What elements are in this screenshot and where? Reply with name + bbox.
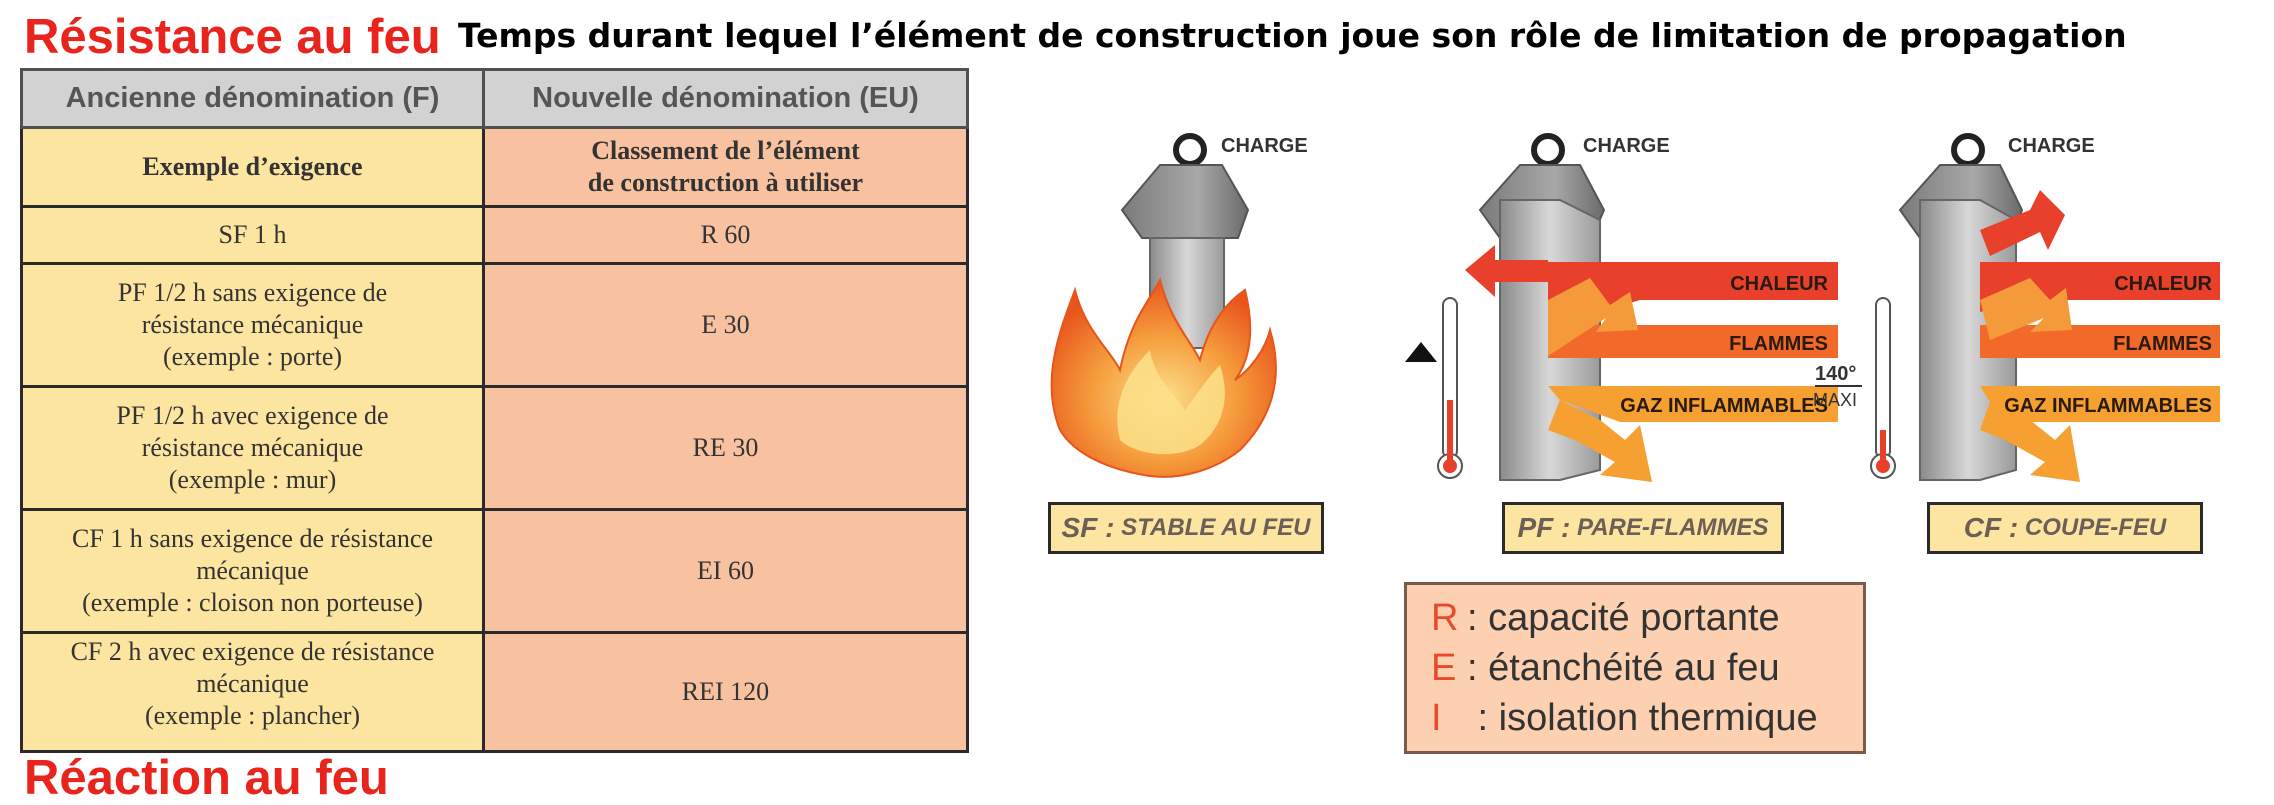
legend-row: I : isolation thermique	[1431, 697, 1818, 739]
panel-stable-au-feu	[1052, 135, 1308, 477]
classification-cell: EI 60	[484, 510, 968, 633]
label-stable-au-feu: SF : STABLE AU FEU	[1048, 502, 1324, 554]
flames-label: FLAMMES	[1729, 333, 1828, 355]
gas-label: GAZ INFLAMMABLES	[2004, 395, 2212, 417]
temperature-rise-icon	[1405, 342, 1437, 362]
flame-icon	[1052, 280, 1276, 477]
classification-header-line: de construction à utiliser	[587, 168, 864, 197]
panel-pare-flammes	[1405, 135, 1838, 482]
classification-header-line: Classement de l’élément	[591, 136, 860, 165]
requirement-line: mécanique	[196, 556, 309, 585]
classification-cell: E 30	[484, 264, 968, 387]
requirement-line: (exemple : plancher)	[144, 701, 361, 730]
classification-cell: REI 120	[484, 633, 968, 752]
temperature-value: 140°	[1815, 363, 1857, 385]
label-pare-flammes: PF : PARE-FLAMMES	[1502, 502, 1784, 554]
legend-box	[1404, 582, 1866, 754]
page-title: Résistance au feu	[24, 10, 441, 64]
requirement-line: (exemple : porte)	[162, 342, 343, 371]
column-header-new: Nouvelle dénomination (EU)	[484, 70, 968, 128]
heat-label: CHALEUR	[2114, 273, 2212, 295]
requirement-line: (exemple : cloison non porteuse)	[82, 588, 423, 617]
gas-label: GAZ INFLAMMABLES	[1620, 395, 1828, 417]
hook-icon	[1534, 136, 1562, 164]
requirement-line: (exemple : mur)	[168, 465, 337, 494]
next-section-heading-clipped: Réaction au feu	[24, 751, 389, 805]
flames-label: FLAMMES	[2113, 333, 2212, 355]
charge-label: CHARGE	[2008, 135, 2095, 157]
requirement-line: résistance mécanique	[141, 310, 364, 339]
requirement-line: PF 1/2 h sans exigence de	[117, 278, 388, 307]
charge-weight-icon	[1122, 165, 1248, 238]
charge-label: CHARGE	[1583, 135, 1670, 157]
classification-cell: R 60	[484, 207, 968, 264]
classification-cell: RE 30	[484, 387, 968, 510]
requirement-line: mécanique	[196, 669, 309, 698]
legend-row: R : capacité portante	[1431, 597, 1780, 639]
panel-coupe-feu	[1871, 135, 2220, 482]
temperature-note: MAXI	[1813, 390, 1858, 410]
hook-icon	[1954, 136, 1982, 164]
hook-icon	[1176, 136, 1204, 164]
column-header-old: Ancienne dénomination (F)	[22, 70, 484, 128]
label-coupe-feu: CF : COUPE-FEU	[1927, 502, 2203, 554]
requirement-line: résistance mécanique	[141, 433, 364, 462]
requirement-example-header: Exemple d’exigence	[22, 128, 484, 207]
legend-row: E : étanchéité au feu	[1431, 647, 1780, 689]
requirement-line: SF 1 h	[218, 220, 287, 249]
requirement-line: CF 1 h sans exigence de résistance	[71, 524, 433, 553]
requirement-line: PF 1/2 h avec exigence de	[116, 401, 389, 430]
requirement-line: CF 2 h avec exigence de résistance	[70, 637, 435, 666]
page-subtitle: Temps durant lequel l’élément de construction joue son rôle de limitation de propagation	[458, 16, 2127, 55]
heat-label: CHALEUR	[1730, 273, 1828, 295]
charge-label: CHARGE	[1221, 135, 1308, 157]
